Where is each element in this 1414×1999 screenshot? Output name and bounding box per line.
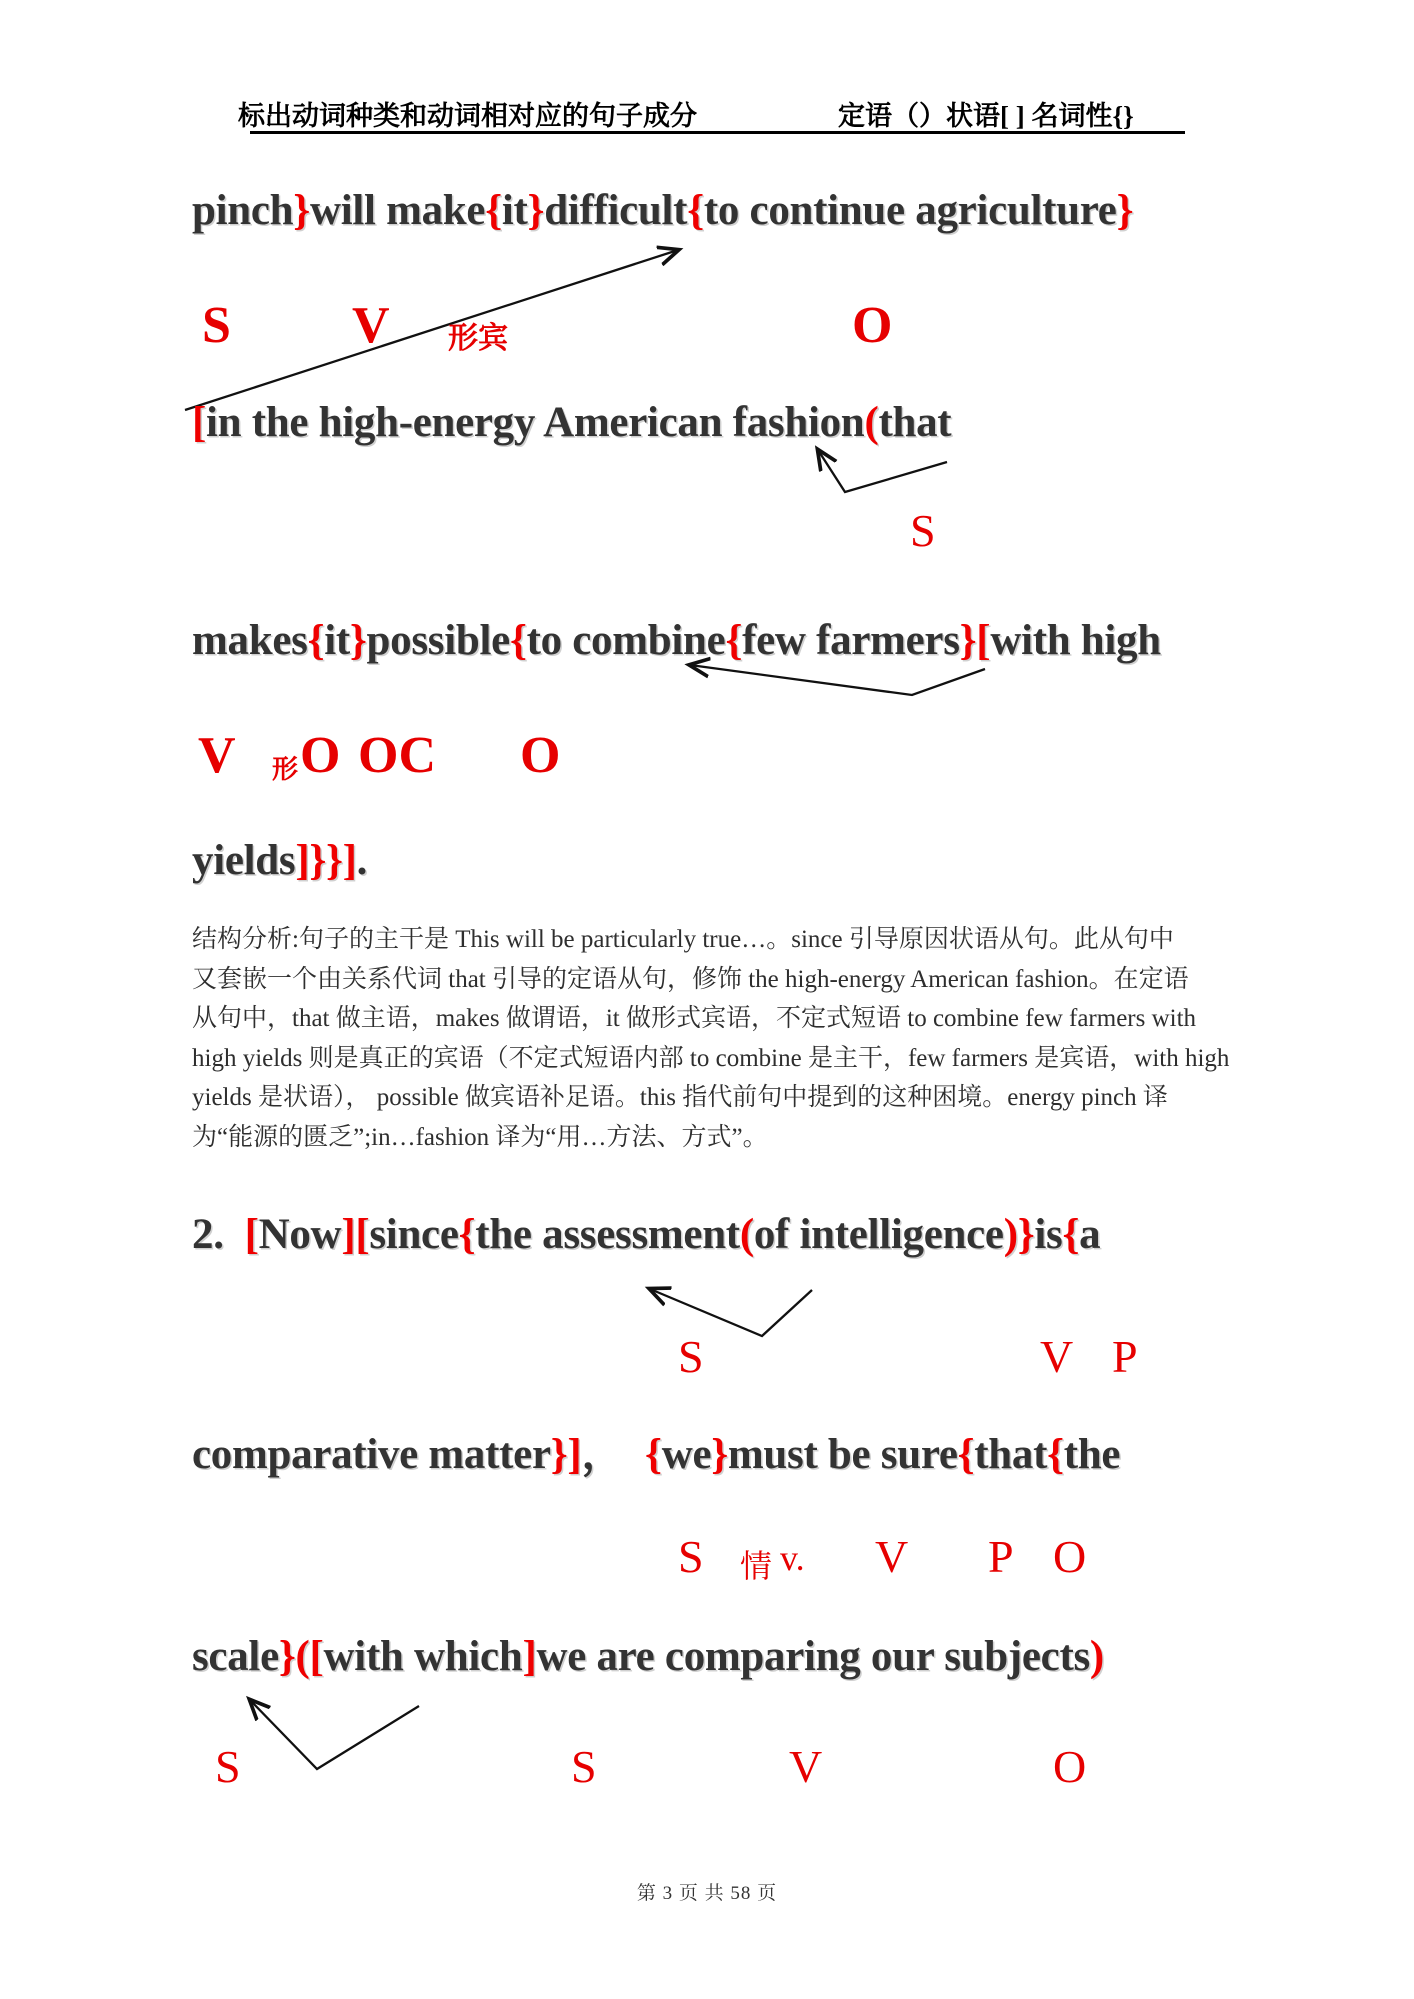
- sentence-text: a: [1079, 1211, 1101, 1258]
- sentence-text: of intelligence: [753, 1211, 1004, 1258]
- sentence-text: in the high-energy American fashion: [206, 399, 865, 446]
- sentence-1: [192, 186, 1133, 235]
- bracket-mark: {: [645, 1431, 662, 1478]
- label-row-2: [0, 504, 1414, 566]
- bracket-mark: ]}}]: [295, 837, 357, 884]
- analysis-line: 为“能源的匮乏”;in…fashion 译为“用…方法、方式”。: [192, 1123, 768, 1151]
- label-row-1: [0, 296, 1414, 358]
- bracket-mark: {: [458, 1211, 476, 1258]
- sentence-text: is: [1034, 1211, 1063, 1258]
- analysis-line: high yields 则是真正的宾语（不定式短语内部 to combine 是主干，few farmers 是宾语，with high: [192, 1044, 1230, 1072]
- sentence-text: scale: [192, 1633, 279, 1680]
- analysis-line: 结构分析:句子的主干是 This will be particularly true…。since 引导原因状语从句。此从句中: [192, 926, 1174, 953]
- sentence-text: Now: [258, 1211, 342, 1258]
- label-object: O: [300, 727, 341, 784]
- label-verb: V: [789, 1741, 823, 1792]
- header-legend: 定语（）状语[ ] 名词性{}: [838, 101, 1134, 131]
- sentence-text: since: [369, 1211, 459, 1258]
- sentence-5: [192, 1210, 1100, 1259]
- label-object: O: [1053, 1741, 1087, 1792]
- analysis-line: 从句中，that 做主语，makes 做谓语，it 做形式宾语，不定式短语 to combine few farmers with: [192, 1005, 1197, 1032]
- label-predicative: P: [1112, 1331, 1138, 1382]
- bracket-mark: {: [1047, 1431, 1064, 1478]
- bracket-mark: {: [957, 1431, 975, 1478]
- label-object-complement: OC: [358, 727, 436, 784]
- sentence-4: [192, 836, 367, 885]
- bracket-mark: {: [1062, 1211, 1080, 1258]
- structure-analysis-paragraph: [192, 920, 1230, 1157]
- sentence-text: ，: [581, 1431, 646, 1478]
- sentence-text: we are comparing our subjects: [536, 1633, 1090, 1680]
- bracket-mark: (: [739, 1211, 754, 1258]
- sentence-text: that: [878, 399, 952, 446]
- label-subject: S: [910, 505, 936, 556]
- sentence-text: possible: [366, 617, 510, 664]
- bracket-mark: {: [725, 617, 743, 664]
- sentence-text: comparative matter: [192, 1431, 551, 1478]
- bracket-mark: ]: [522, 1633, 537, 1680]
- label-verb: V: [1040, 1331, 1074, 1382]
- header-left-title: 标出动词种类和动词相对应的句子成分: [238, 101, 697, 131]
- bracket-mark: }: [1116, 187, 1134, 234]
- sentence-text: 2.: [192, 1211, 245, 1258]
- bracket-mark: {: [687, 187, 704, 234]
- sentence-3: [192, 616, 1161, 665]
- label-modal-cjk: 情: [740, 1548, 773, 1584]
- sentence-6: [192, 1420, 1120, 1481]
- bracket-mark: [: [244, 1211, 259, 1258]
- sentence-text: that: [974, 1431, 1048, 1478]
- sentence-text: few farmers: [742, 617, 960, 664]
- label-subject: S: [678, 1531, 704, 1582]
- label-object: O: [520, 727, 561, 784]
- sentence-text: we: [661, 1431, 712, 1478]
- label-subject: S: [202, 297, 231, 354]
- arrow-with-to-combine: [690, 665, 985, 695]
- bracket-mark: }[: [959, 617, 991, 664]
- label-row-6: [0, 1530, 1414, 1592]
- arrow-to-assessment: [650, 1289, 812, 1336]
- label-verb: V: [198, 727, 236, 784]
- sentence-text: .: [356, 837, 368, 884]
- bracket-mark: [: [192, 399, 207, 446]
- label-object: O: [1053, 1531, 1087, 1582]
- sentence-text: difficult: [544, 187, 688, 234]
- bracket-mark: }]: [550, 1431, 582, 1478]
- sentence-text: the: [1063, 1431, 1121, 1478]
- header-rule: [250, 131, 1185, 134]
- sentence-text: it: [324, 617, 350, 664]
- sentence-text: the assessment: [475, 1211, 740, 1258]
- bracket-mark: ][: [341, 1211, 370, 1258]
- bracket-mark: )}: [1003, 1211, 1035, 1258]
- sentence-7: [192, 1632, 1104, 1681]
- bracket-mark: }: [711, 1431, 728, 1478]
- sentence-text: it: [501, 187, 528, 234]
- sentence-text: makes: [192, 617, 308, 664]
- sentence-text: will make: [309, 187, 486, 234]
- label-modal-v: v.: [780, 1538, 805, 1578]
- label-verb: V: [875, 1531, 909, 1582]
- label-object: O: [852, 297, 893, 354]
- sentence-text: yields: [192, 837, 296, 884]
- bracket-mark: }([: [278, 1633, 324, 1680]
- sentence-text: pinch: [192, 187, 294, 234]
- sentence-text: to combine: [526, 617, 726, 664]
- label-subject: S: [678, 1331, 704, 1382]
- label-xingbin: 形宾: [448, 322, 508, 355]
- label-row-3: [0, 726, 1414, 788]
- sentence-text: must be sure: [727, 1431, 958, 1478]
- label-verb: V: [352, 297, 390, 354]
- bracket-mark: {: [509, 617, 527, 664]
- bracket-mark: }: [293, 187, 310, 234]
- bracket-mark: (: [864, 399, 879, 446]
- analysis-line: 又套嵌一个由关系代词 that 引导的定语从句，修饰 the high-energy American fashion。在定语: [192, 965, 1189, 993]
- page-number-footer: 第 3 页 共 58 页: [636, 1883, 778, 1904]
- bracket-mark: {: [485, 187, 502, 234]
- bracket-mark: }: [527, 187, 545, 234]
- sentence-text: to continue agriculture: [703, 187, 1117, 234]
- bracket-mark: {: [307, 617, 325, 664]
- label-row-5: [0, 1330, 1414, 1392]
- sentence-text: with high: [990, 617, 1161, 664]
- bracket-mark: }: [349, 617, 367, 664]
- label-predicative: P: [988, 1531, 1014, 1582]
- arrow-that-to-fashion: [818, 450, 947, 492]
- sentence-2: [192, 398, 951, 447]
- label-subject: S: [215, 1741, 241, 1792]
- analysis-line: yields 是状语）， possible 做宾语补足语。this 指代前句中提到的这种困境。energy pinch 译: [192, 1084, 1168, 1111]
- label-row-7: [0, 1740, 1414, 1802]
- label-subject: S: [571, 1741, 597, 1792]
- sentence-text: with which: [323, 1633, 523, 1680]
- bracket-mark: ): [1089, 1633, 1104, 1680]
- label-xing: 形: [272, 755, 299, 784]
